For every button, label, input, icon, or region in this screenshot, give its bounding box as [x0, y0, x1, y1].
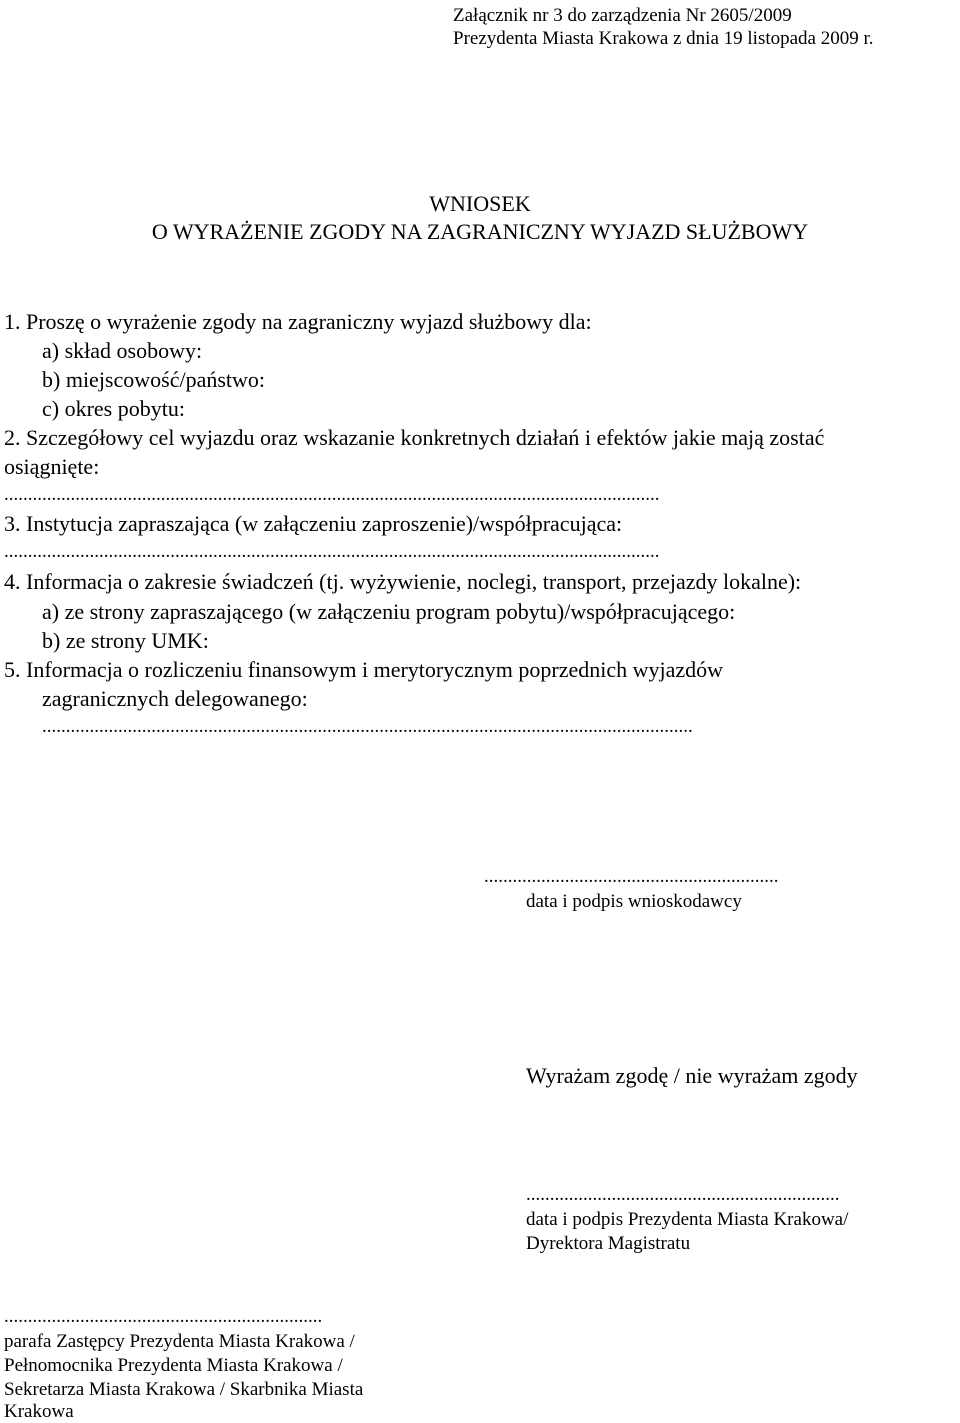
- president-signature-label-1: data i podpis Prezydenta Miasta Krakowa/: [526, 1209, 849, 1230]
- item-5-fill-line: .........................................................................................................................................: [42, 716, 693, 737]
- title-line-2: O WYRAŻENIE ZGODY NA ZAGRANICZNY WYJAZD SŁUŻBOWY: [151, 219, 809, 244]
- deputy-initials-label-1: parafa Zastępcy Prezydenta Miasta Krakowa /: [4, 1331, 355, 1352]
- item-2-text-line-1: 2. Szczegółowy cel wyjazdu oraz wskazanie konkretnych działań i efektów jakie mają zostać: [4, 425, 825, 450]
- item-2-text-line-2: osiągnięte:: [4, 454, 100, 479]
- annex-line-1: Załącznik nr 3 do zarządzenia Nr 2605/2009: [453, 5, 792, 26]
- item-4b-text: b) ze strony UMK:: [42, 628, 209, 653]
- item-3-fill-line: ..........................................................................................................................................: [4, 541, 660, 562]
- applicant-signature-line: ..............................................................: [484, 866, 779, 887]
- item-2-fill-line: ..........................................................................................................................................: [4, 484, 660, 505]
- item-1c-text: c) okres pobytu:: [42, 396, 185, 421]
- item-1a-text: a) skład osobowy:: [42, 338, 203, 363]
- item-3-text: 3. Instytucja zapraszająca (w załączeniu zaproszenie)/współpracująca:: [4, 511, 623, 536]
- item-5-text-line-2: zagranicznych delegowanego:: [42, 686, 308, 711]
- consent-text: Wyrażam zgodę / nie wyrażam zgody: [526, 1063, 858, 1088]
- deputy-initials-label-2: Pełnomocnika Prezydenta Miasta Krakowa /: [4, 1355, 343, 1376]
- item-4a-text: a) ze strony zapraszającego (w załączeniu program pobytu)/współpracującego:: [42, 599, 736, 624]
- item-5-text-line-1: 5. Informacja o rozliczeniu finansowym i merytorycznym poprzednich wyjazdów: [4, 657, 724, 682]
- annex-line-2: Prezydenta Miasta Krakowa z dnia 19 listopada 2009 r.: [453, 28, 874, 49]
- item-1-text: 1. Proszę o wyrażenie zgody na zagraniczny wyjazd służbowy dla:: [4, 309, 592, 334]
- president-signature-line: ..................................................................: [526, 1184, 840, 1205]
- item-1b-text: b) miejscowość/państwo:: [42, 367, 266, 392]
- deputy-initials-label-3: Sekretarza Miasta Krakowa / Skarbnika Miasta: [4, 1379, 364, 1400]
- deputy-initials-line: ...................................................................: [4, 1306, 323, 1327]
- applicant-signature-label: data i podpis wnioskodawcy: [526, 891, 742, 912]
- title-line-1: WNIOSEK: [429, 191, 531, 216]
- item-4-text: 4. Informacja o zakresie świadczeń (tj. wyżywienie, noclegi, transport, przejazdy lokalne):: [4, 569, 802, 594]
- deputy-initials-label-4: Krakowa: [4, 1401, 74, 1422]
- president-signature-label-2: Dyrektora Magistratu: [526, 1233, 691, 1254]
